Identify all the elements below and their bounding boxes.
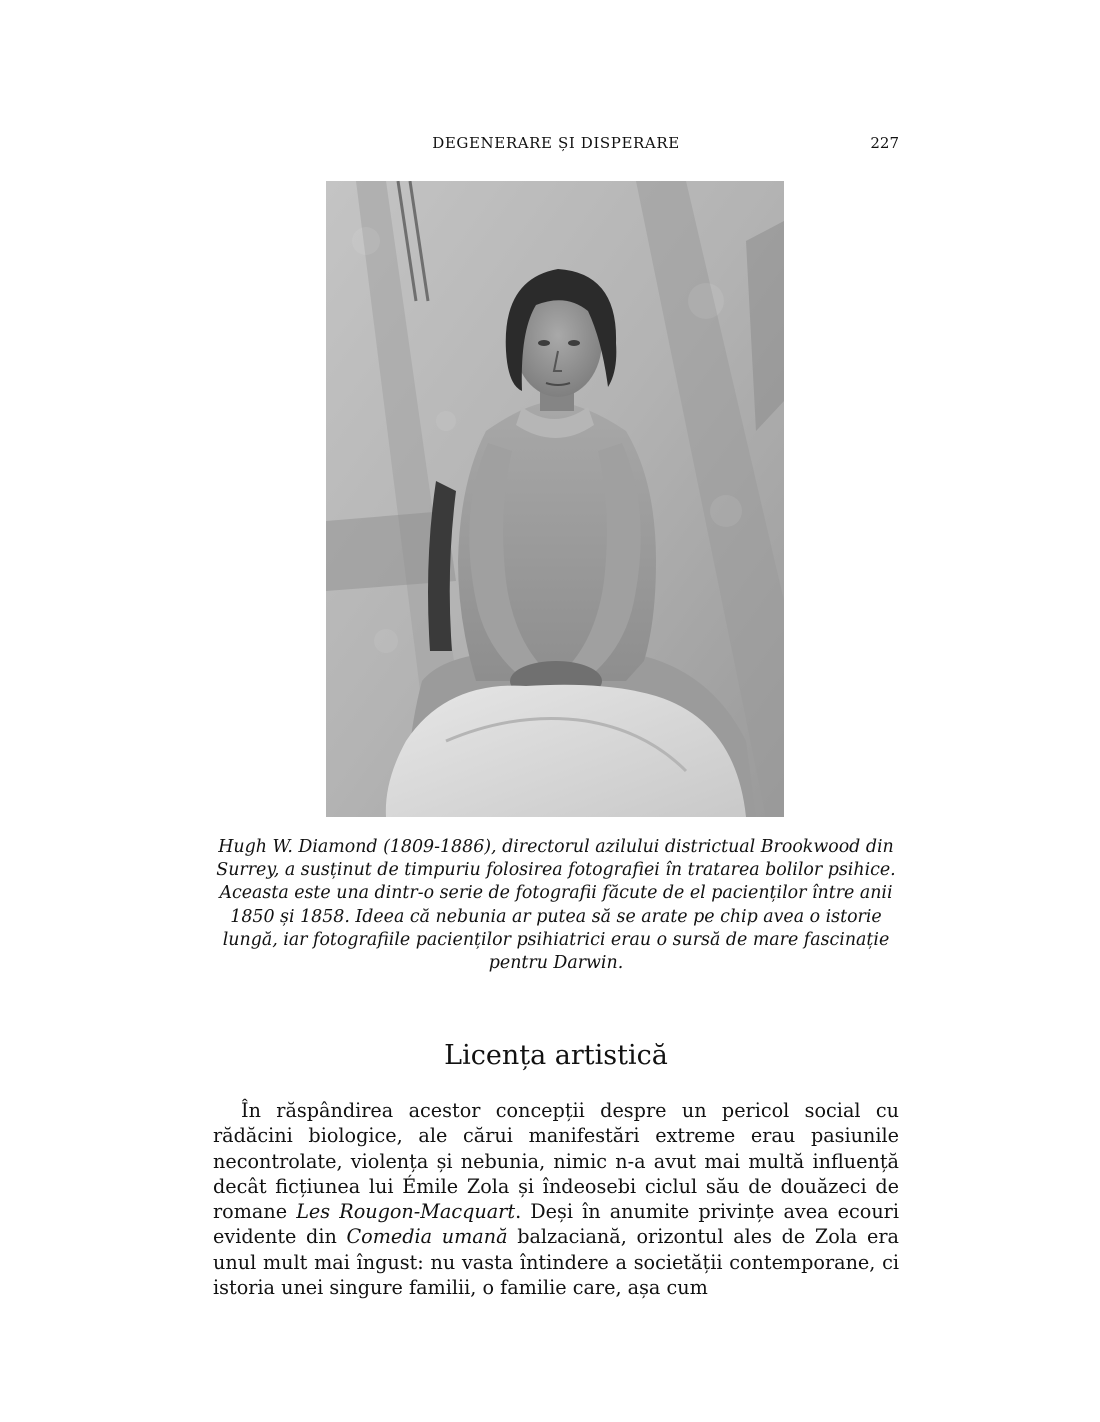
portrait-photograph (326, 181, 784, 817)
page-number: 227 (870, 134, 899, 152)
running-title: DEGENERARE ȘI DISPERARE (432, 134, 680, 152)
paragraph-text-1: În răspândirea acestor concepții despre un pericol social cu rădăcini biologice, ale cărui manifestări extreme erau pasiunile necontrolate, violența și nebunia, nimic n-a avut mai multă influență decât ficțiunea lui Émile Zola și îndeosebi ciclul său de douăzeci de romane (213, 1099, 899, 1224)
running-header (213, 134, 899, 158)
portrait-illustration (326, 181, 784, 817)
book-title-rougon-macquart: Les Rougon-Macquart (296, 1200, 516, 1224)
paragraph-text-2: . Deși în anumite privințe avea ecouri evidente din (213, 1200, 899, 1249)
paragraph-text-3: balzaciană, orizontul ales de Zola era unul mult mai îngust: nu vasta întindere a societății contemporane, ci istoria unei singure familii, o familie care, așa cum (213, 1225, 899, 1300)
section-title: Licența artistică (444, 1040, 668, 1071)
book-title-comedia-umana: Comedia umană (346, 1225, 508, 1249)
body-paragraph (213, 1098, 899, 1300)
figure-caption: Hugh W. Diamond (1809-1886), directorul azilului districtual Brookwood din Surrey, a susținut de timpuriu folosirea fotografiei în tratarea bolilor psihice. Aceasta este una dintr-o serie de fotografii făcute de el pacienților între anii 1850 și 1858. Ideea că nebunia ar putea să se arate pe chip avea o istorie lungă, iar fotografiile pacienților psihiatrici erau o sursă de mare fascinație pentru Darwin. (216, 837, 896, 974)
